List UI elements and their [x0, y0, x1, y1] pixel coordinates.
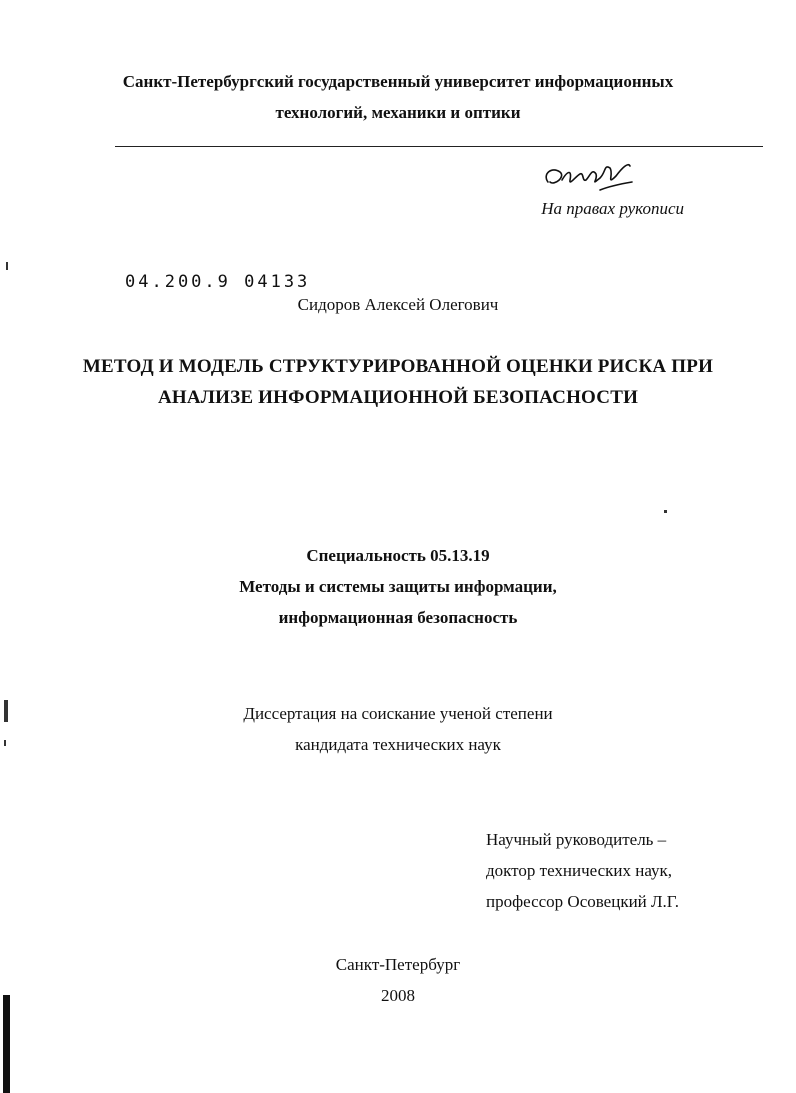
title-line-2: АНАЛИЗЕ ИНФОРМАЦИОННОЙ БЕЗОПАСНОСТИ: [157, 387, 639, 408]
specialty-code: Специальность 05.13.19: [306, 546, 490, 565]
university-line-1: Санкт-Петербургский государственный университет информационных: [122, 72, 674, 91]
author-name: Сидоров Алексей Олегович: [297, 295, 499, 314]
city: Санкт-Петербург: [335, 955, 461, 974]
registry-number: 04.200.9 04133: [125, 272, 311, 292]
scan-speck: [4, 700, 8, 722]
header-divider: [115, 146, 763, 147]
supervisor-line-2: доктор технических наук,: [486, 861, 673, 880]
university-line-2: технологий, механики и оптики: [275, 103, 521, 122]
specialty-name-line-1: Методы и системы защиты информации,: [239, 577, 557, 596]
scan-speck: [6, 262, 8, 270]
scan-speck: [4, 740, 6, 746]
scan-edge-mark: [3, 995, 10, 1093]
year: 2008: [381, 986, 415, 1005]
scan-speck: [664, 510, 667, 513]
dissertation-line-2: кандидата технических наук: [295, 735, 501, 754]
supervisor-line-1: Научный руководитель –: [486, 830, 667, 849]
supervisor-line-3: профессор Осовецкий Л.Г.: [486, 892, 679, 911]
rights-label: На правах рукописи: [541, 199, 684, 218]
dissertation-line-1: Диссертация на соискание ученой степени: [243, 704, 553, 723]
title-line-1: МЕТОД И МОДЕЛЬ СТРУКТУРИРОВАННОЙ ОЦЕНКИ РИСКА ПРИ: [82, 356, 714, 377]
signature: [540, 160, 635, 196]
specialty-name-line-2: информационная безопасность: [278, 608, 518, 627]
